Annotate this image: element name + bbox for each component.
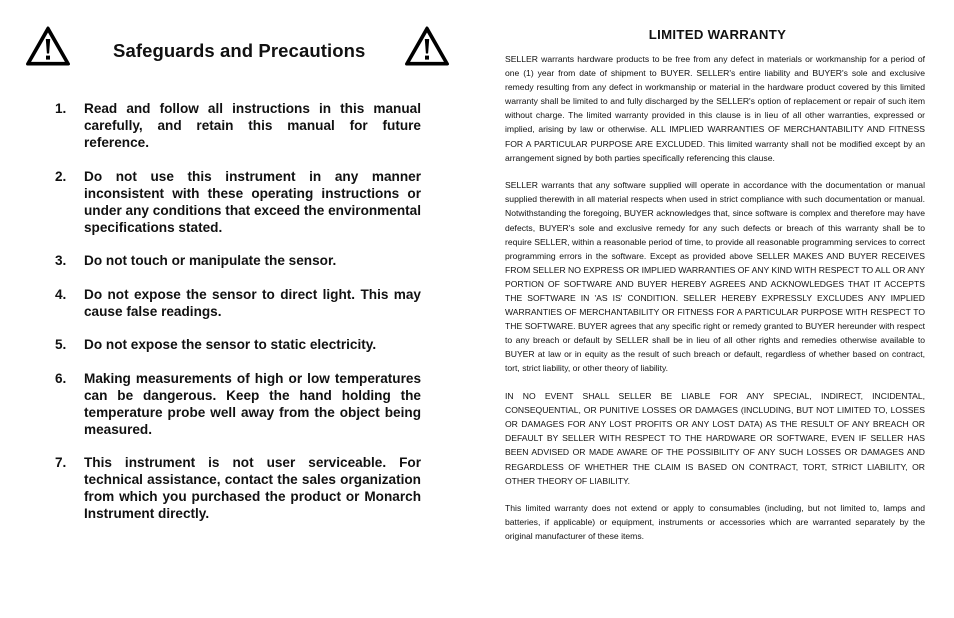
list-item <box>55 168 421 236</box>
list-item <box>55 454 421 522</box>
item-number: 6. <box>55 370 67 386</box>
warranty-title: LIMITED WARRANTY <box>648 27 787 42</box>
warning-triangle-icon <box>26 26 70 66</box>
list-item <box>55 100 421 151</box>
warranty-paragraph: SELLER warrants hardware products to be free from any defect in materials or workmanship for a period of one (1) year from date of shipment to BUYER. SELLER's entire liability and BUYER's sole and exclusive remedy resulting from any defect in workmanship or material in the hardware product covered by this limited warranty shall be limited to and fully discharged by the SELLER's option of replacement or repair of such item without charge. The limited warranty provided in this clause is in lieu of all other warranties, expressed or implied, arising by law or otherwise. ALL IMPLIED WARRANTIES OF MERCHANTABILITY AND FITNESS FOR A PARTICULAR PURPOSE ARE EXCLUDED. This limited warranty shall not be modified except by an arrangement signed by both parties specifically referencing this clause. <box>505 54 925 163</box>
item-number: 7. <box>55 455 67 470</box>
precautions-list <box>55 100 421 539</box>
list-item <box>55 336 421 353</box>
item-text: Do not expose the sensor to direct light. This may cause false readings. <box>84 286 421 319</box>
item-number: 2. <box>55 168 67 184</box>
item-number: 4. <box>55 286 67 302</box>
item-text: Do not expose the sensor to static electricity. <box>84 337 377 352</box>
item-number: 3. <box>55 253 67 268</box>
warranty-body <box>505 52 925 557</box>
list-item <box>55 252 421 269</box>
warranty-paragraph: SELLER warrants that any software supplied will operate in accordance with the documentation or manual supplied therewith in all material respects when used in strict compliance with such documentation or manual. Notwithstanding the foregoing, BUYER acknowledges that, since software is complex and therefore may have defects, BUYER's sole and exclusive remedy for any such defects or breach of this warranty shall be to require SELLER, within a reasonable period of time, to provide all reasonable programming services to correct programming errors in the software. Except as provided above SELLER MAKES AND BUYER RECEIVES FROM SELLER NO EXPRESS OR IMPLIED WARRANTIES OF ANY KIND WITH RESPECT TO ALL OR ANY PORTION OF SOFTWARE AND BUYER HEREBY AGREES AND ACKNOWLEDGES THAT IT ACCEPTS THE SOFTWARE IN 'AS IS' CONDITION. SELLER HEREBY EXPRESSLY EXCLUDES ANY IMPLIED WARRANTIES OF MERCHANTABILITY OR FITNESS FOR A PARTICULAR PURPOSE WITH RESPECT TO THE SOFTWARE. BUYER agrees that any specific right or remedy granted to BUYER hereunder with respect to any breach or default by SELLER shall be in lieu of all other rights and remedies otherwise available to BUYER at law or in equity as the result of such breach or default, regardless of whether based on contract, tort, strict liability, or other theory of liability. <box>505 180 925 374</box>
item-text: Do not use this instrument in any manner inconsistent with these operating instructions or under any conditions that exceed the environmental specifications stated. <box>84 168 421 235</box>
warranty-page <box>477 0 954 618</box>
item-text: Read and follow all instructions in this manual carefully, and retain this manual for future reference. <box>84 101 421 150</box>
warranty-paragraph: IN NO EVENT SHALL SELLER BE LIABLE FOR ANY SPECIAL, INDIRECT, INCIDENTAL, CONSEQUENTIAL, OR PUNITIVE LOSSES OR DAMAGES (INCLUDING, BUT NOT LIMITED TO, LOSSES OR DAMAGES FOR ANY LOST PROFITS OR ANY LOST DATA) AS THE RESULT OF ANY BREACH OR DEFAULT BY SELLER WITH RESPECT TO THE HARDWARE OR SOFTWARE, EVEN IF SELLER HAS BEEN ADVISED OR MADE AWARE OF THE POSSIBILITY OF ANY SUCH LOSSES OR DAMAGES AND REGARDLESS OF WHETHER THE CLAIM IS BASED ON CONTRACT, TORT, STRICT LIABILITY, OR OTHER THEORY OF LIABILITY. <box>505 391 925 486</box>
warranty-paragraph: This limited warranty does not extend or apply to consumables (including, but not limited to, lamps and batteries, if applicable) or equipment, instruments or accessories which are warranted separately by the original manufacturer of these items. <box>505 503 925 542</box>
item-number: 5. <box>55 337 67 352</box>
safeguards-header <box>26 26 424 68</box>
item-text: Do not touch or manipulate the sensor. <box>84 253 337 268</box>
item-text: This instrument is not user serviceable. For technical assistance, contact the sales organization from which you purchased the product or Monarch Instrument directly. <box>84 455 421 521</box>
list-item <box>55 370 421 438</box>
item-text: Making measurements of high or low temperatures can be dangerous. Keep the hand holding the temperature probe well away from the object being measured. <box>84 370 421 437</box>
page-title: Safeguards and Precautions <box>113 40 366 61</box>
list-item <box>55 286 421 320</box>
warning-triangle-icon <box>405 26 449 66</box>
item-number: 1. <box>55 101 67 116</box>
